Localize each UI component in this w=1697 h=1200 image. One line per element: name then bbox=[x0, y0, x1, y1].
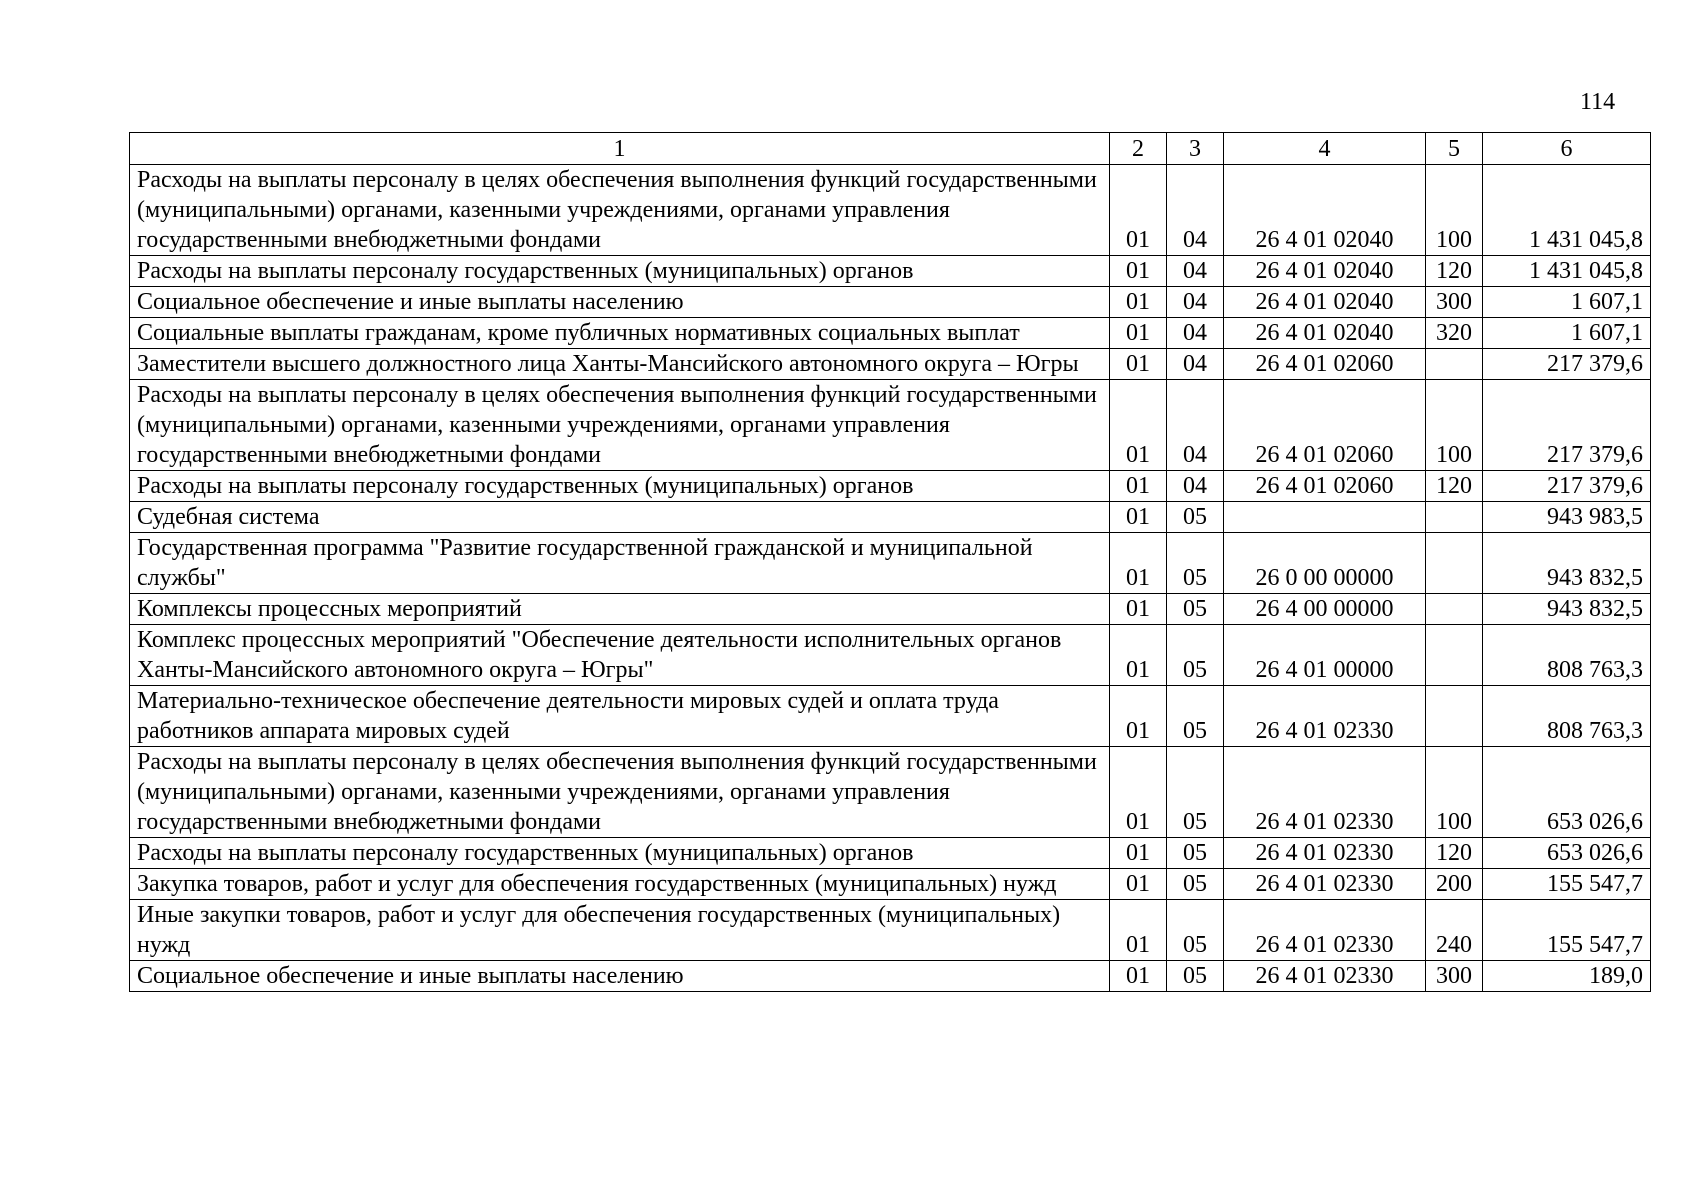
table-row bbox=[130, 838, 1651, 869]
cell-subsection: 04 bbox=[1167, 349, 1224, 380]
cell-target-article: 26 4 01 02330 bbox=[1224, 900, 1426, 961]
cell-expense-type: 100 bbox=[1426, 380, 1483, 471]
cell-amount: 189,0 bbox=[1483, 961, 1651, 992]
cell-name: Расходы на выплаты персоналу в целях обеспечения выполнения функций государственными (муниципальными) органами, казенными учреждениями, органами управления государственными внебюджетными фондами bbox=[130, 380, 1110, 471]
cell-section: 01 bbox=[1110, 165, 1167, 256]
cell-name: Заместители высшего должностного лица Ханты-Мансийского автономного округа – Югры bbox=[130, 349, 1110, 380]
cell-subsection: 04 bbox=[1167, 471, 1224, 502]
cell-amount: 1 607,1 bbox=[1483, 287, 1651, 318]
cell-subsection: 04 bbox=[1167, 256, 1224, 287]
cell-amount: 217 379,6 bbox=[1483, 349, 1651, 380]
table-row bbox=[130, 502, 1651, 533]
cell-section: 01 bbox=[1110, 900, 1167, 961]
table-row bbox=[130, 533, 1651, 594]
cell-amount: 217 379,6 bbox=[1483, 380, 1651, 471]
cell-name: Социальное обеспечение и иные выплаты населению bbox=[130, 287, 1110, 318]
cell-amount: 653 026,6 bbox=[1483, 838, 1651, 869]
cell-target-article: 26 4 01 02060 bbox=[1224, 380, 1426, 471]
header-col-1: 1 bbox=[130, 133, 1110, 165]
table-row bbox=[130, 318, 1651, 349]
cell-expense-type bbox=[1426, 533, 1483, 594]
cell-target-article: 26 4 01 02330 bbox=[1224, 961, 1426, 992]
cell-amount: 217 379,6 bbox=[1483, 471, 1651, 502]
cell-expense-type: 300 bbox=[1426, 961, 1483, 992]
cell-section: 01 bbox=[1110, 318, 1167, 349]
header-col-6: 6 bbox=[1483, 133, 1651, 165]
table-header bbox=[130, 133, 1651, 165]
cell-section: 01 bbox=[1110, 594, 1167, 625]
table-row bbox=[130, 747, 1651, 838]
cell-section: 01 bbox=[1110, 625, 1167, 686]
table-row bbox=[130, 256, 1651, 287]
cell-section: 01 bbox=[1110, 287, 1167, 318]
cell-target-article: 26 4 00 00000 bbox=[1224, 594, 1426, 625]
cell-expense-type bbox=[1426, 686, 1483, 747]
cell-section: 01 bbox=[1110, 961, 1167, 992]
cell-amount: 155 547,7 bbox=[1483, 900, 1651, 961]
cell-expense-type bbox=[1426, 625, 1483, 686]
cell-expense-type bbox=[1426, 349, 1483, 380]
cell-target-article: 26 4 01 02060 bbox=[1224, 471, 1426, 502]
header-col-2: 2 bbox=[1110, 133, 1167, 165]
table-row bbox=[130, 900, 1651, 961]
cell-section: 01 bbox=[1110, 869, 1167, 900]
cell-subsection: 04 bbox=[1167, 380, 1224, 471]
cell-expense-type: 100 bbox=[1426, 165, 1483, 256]
cell-expense-type bbox=[1426, 594, 1483, 625]
cell-subsection: 05 bbox=[1167, 533, 1224, 594]
cell-target-article: 26 4 01 02330 bbox=[1224, 747, 1426, 838]
cell-amount: 1 607,1 bbox=[1483, 318, 1651, 349]
cell-expense-type: 120 bbox=[1426, 256, 1483, 287]
cell-subsection: 04 bbox=[1167, 318, 1224, 349]
cell-subsection: 04 bbox=[1167, 287, 1224, 318]
cell-subsection: 04 bbox=[1167, 165, 1224, 256]
cell-subsection: 05 bbox=[1167, 838, 1224, 869]
cell-section: 01 bbox=[1110, 838, 1167, 869]
table-row bbox=[130, 349, 1651, 380]
header-col-4: 4 bbox=[1224, 133, 1426, 165]
cell-expense-type: 320 bbox=[1426, 318, 1483, 349]
cell-name: Расходы на выплаты персоналу в целях обеспечения выполнения функций государственными (муниципальными) органами, казенными учреждениями, органами управления государственными внебюджетными фондами bbox=[130, 747, 1110, 838]
cell-expense-type: 120 bbox=[1426, 838, 1483, 869]
table-row bbox=[130, 686, 1651, 747]
cell-name: Закупка товаров, работ и услуг для обеспечения государственных (муниципальных) нужд bbox=[130, 869, 1110, 900]
cell-expense-type: 300 bbox=[1426, 287, 1483, 318]
cell-amount: 155 547,7 bbox=[1483, 869, 1651, 900]
cell-section: 01 bbox=[1110, 349, 1167, 380]
cell-target-article: 26 4 01 02040 bbox=[1224, 287, 1426, 318]
cell-subsection: 05 bbox=[1167, 686, 1224, 747]
table-row bbox=[130, 287, 1651, 318]
table-row bbox=[130, 625, 1651, 686]
cell-subsection: 05 bbox=[1167, 625, 1224, 686]
cell-amount: 1 431 045,8 bbox=[1483, 256, 1651, 287]
cell-name: Судебная система bbox=[130, 502, 1110, 533]
cell-section: 01 bbox=[1110, 256, 1167, 287]
cell-section: 01 bbox=[1110, 502, 1167, 533]
table-body bbox=[130, 165, 1651, 992]
cell-amount: 808 763,3 bbox=[1483, 686, 1651, 747]
cell-amount: 943 983,5 bbox=[1483, 502, 1651, 533]
header-col-3: 3 bbox=[1167, 133, 1224, 165]
cell-amount: 653 026,6 bbox=[1483, 747, 1651, 838]
cell-subsection: 05 bbox=[1167, 747, 1224, 838]
cell-expense-type: 240 bbox=[1426, 900, 1483, 961]
cell-section: 01 bbox=[1110, 686, 1167, 747]
cell-amount: 943 832,5 bbox=[1483, 533, 1651, 594]
cell-name: Комплексы процессных мероприятий bbox=[130, 594, 1110, 625]
cell-target-article: 26 4 01 02330 bbox=[1224, 869, 1426, 900]
cell-subsection: 05 bbox=[1167, 594, 1224, 625]
table-row bbox=[130, 869, 1651, 900]
cell-amount: 1 431 045,8 bbox=[1483, 165, 1651, 256]
header-row bbox=[130, 133, 1651, 165]
cell-subsection: 05 bbox=[1167, 900, 1224, 961]
cell-name: Расходы на выплаты персоналу в целях обеспечения выполнения функций государственными (муниципальными) органами, казенными учреждениями, органами управления государственными внебюджетными фондами bbox=[130, 165, 1110, 256]
cell-expense-type: 200 bbox=[1426, 869, 1483, 900]
cell-target-article: 26 0 00 00000 bbox=[1224, 533, 1426, 594]
cell-section: 01 bbox=[1110, 380, 1167, 471]
header-col-5: 5 bbox=[1426, 133, 1483, 165]
cell-name: Иные закупки товаров, работ и услуг для обеспечения государственных (муниципальных) нужд bbox=[130, 900, 1110, 961]
page-number: 114 bbox=[1580, 89, 1616, 115]
cell-section: 01 bbox=[1110, 533, 1167, 594]
cell-target-article: 26 4 01 02330 bbox=[1224, 838, 1426, 869]
cell-name: Социальное обеспечение и иные выплаты населению bbox=[130, 961, 1110, 992]
cell-subsection: 05 bbox=[1167, 502, 1224, 533]
cell-target-article bbox=[1224, 502, 1426, 533]
cell-expense-type bbox=[1426, 502, 1483, 533]
cell-name: Комплекс процессных мероприятий "Обеспечение деятельности исполнительных органов Ханты-Мансийского автономного округа – Югры" bbox=[130, 625, 1110, 686]
table-row bbox=[130, 380, 1651, 471]
table-row bbox=[130, 471, 1651, 502]
cell-target-article: 26 4 01 00000 bbox=[1224, 625, 1426, 686]
cell-expense-type: 100 bbox=[1426, 747, 1483, 838]
cell-expense-type: 120 bbox=[1426, 471, 1483, 502]
cell-section: 01 bbox=[1110, 471, 1167, 502]
cell-target-article: 26 4 01 02040 bbox=[1224, 318, 1426, 349]
cell-name: Расходы на выплаты персоналу государственных (муниципальных) органов bbox=[130, 471, 1110, 502]
cell-target-article: 26 4 01 02330 bbox=[1224, 686, 1426, 747]
table-row bbox=[130, 961, 1651, 992]
cell-name: Социальные выплаты гражданам, кроме публичных нормативных социальных выплат bbox=[130, 318, 1110, 349]
budget-table bbox=[129, 132, 1651, 992]
cell-section: 01 bbox=[1110, 747, 1167, 838]
cell-name: Расходы на выплаты персоналу государственных (муниципальных) органов bbox=[130, 838, 1110, 869]
cell-subsection: 05 bbox=[1167, 869, 1224, 900]
cell-target-article: 26 4 01 02060 bbox=[1224, 349, 1426, 380]
cell-amount: 943 832,5 bbox=[1483, 594, 1651, 625]
cell-name: Материально-техническое обеспечение деятельности мировых судей и оплата труда работников аппарата мировых судей bbox=[130, 686, 1110, 747]
cell-name: Государственная программа "Развитие государственной гражданской и муниципальной службы" bbox=[130, 533, 1110, 594]
cell-subsection: 05 bbox=[1167, 961, 1224, 992]
table-row bbox=[130, 594, 1651, 625]
cell-target-article: 26 4 01 02040 bbox=[1224, 256, 1426, 287]
table-row bbox=[130, 165, 1651, 256]
cell-name: Расходы на выплаты персоналу государственных (муниципальных) органов bbox=[130, 256, 1110, 287]
cell-target-article: 26 4 01 02040 bbox=[1224, 165, 1426, 256]
cell-amount: 808 763,3 bbox=[1483, 625, 1651, 686]
